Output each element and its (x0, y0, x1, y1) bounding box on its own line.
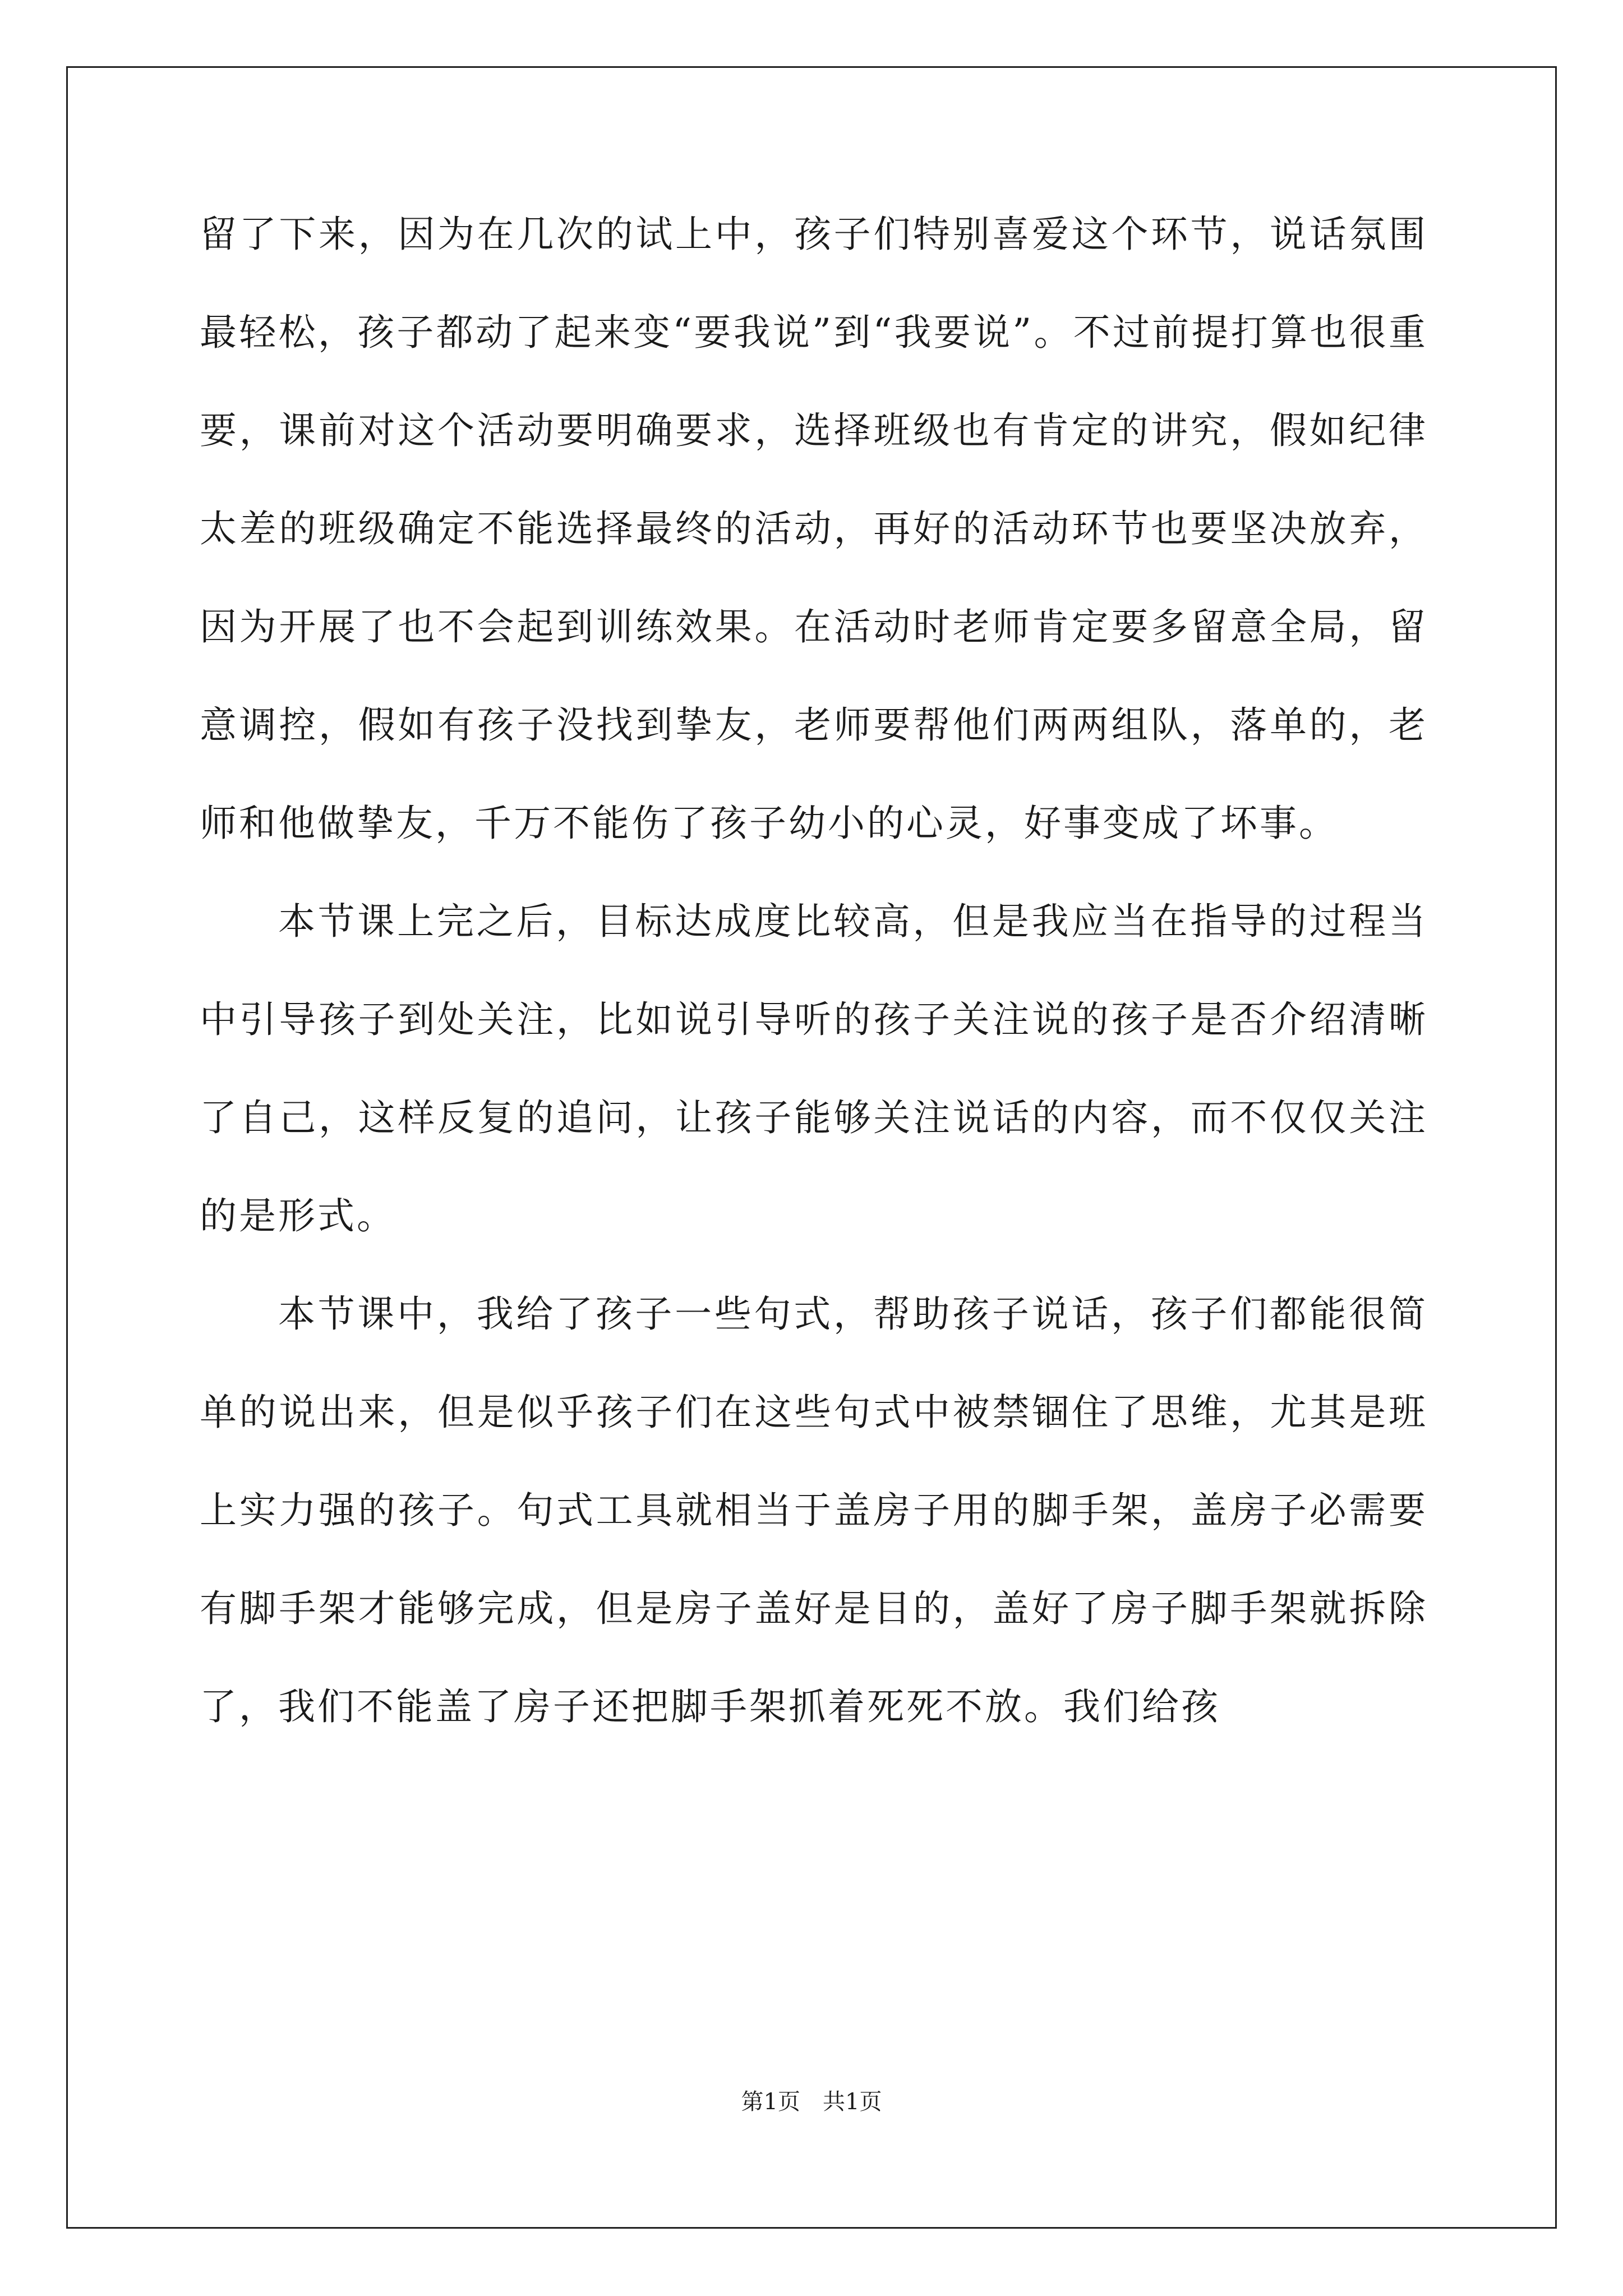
paragraph-1: 留了下来，因为在几次的试上中，孩子们特别喜爱这个环节，说话氛围最轻松，孩子都动了起来变“要我说”到“我要说”。不过前提打算也很重要，课前对这个活动要明确要求，选择班级也有肯定的讲究，假如纪律太差的班级确定不能选择最终的活动，再好的活动环节也要坚决放弃，因为开展了也不会起到训练效果。在活动时老师肯定要多留意全局，留意调控，假如有孩子没找到挚友，老师要帮他们两两组队，落单的，老师和他做挚友，千万不能伤了孩子幼小的心灵，好事变成了坏事。 (200, 213, 1428, 845)
page-number: 第1页 (741, 2089, 800, 2115)
page-total: 共1页 (823, 2089, 882, 2115)
page-footer (0, 2084, 1623, 2116)
document-body (200, 185, 1428, 1756)
paragraph-3: 本节课中，我给了孩子一些句式，帮助孩子说话，孩子们都能很简单的说出来，但是似乎孩子们在这些句式中被禁锢住了思维，尤其是班上实力强的孩子。句式工具就相当于盖房子用的脚手架，盖房子必需要有脚手架才能够完成，但是房子盖好是目的，盖好了房子脚手架就拆除了，我们不能盖了房子还把脚手架抓着死死不放。我们给孩 (200, 1292, 1428, 1728)
paragraph-2: 本节课上完之后，目标达成度比较高，但是我应当在指导的过程当中引导孩子到处关注，比如说引导听的孩子关注说的孩子是否介绍清晰了自己，这样反复的追问，让孩子能够关注说话的内容，而不仅仅关注的是形式。 (200, 900, 1428, 1237)
